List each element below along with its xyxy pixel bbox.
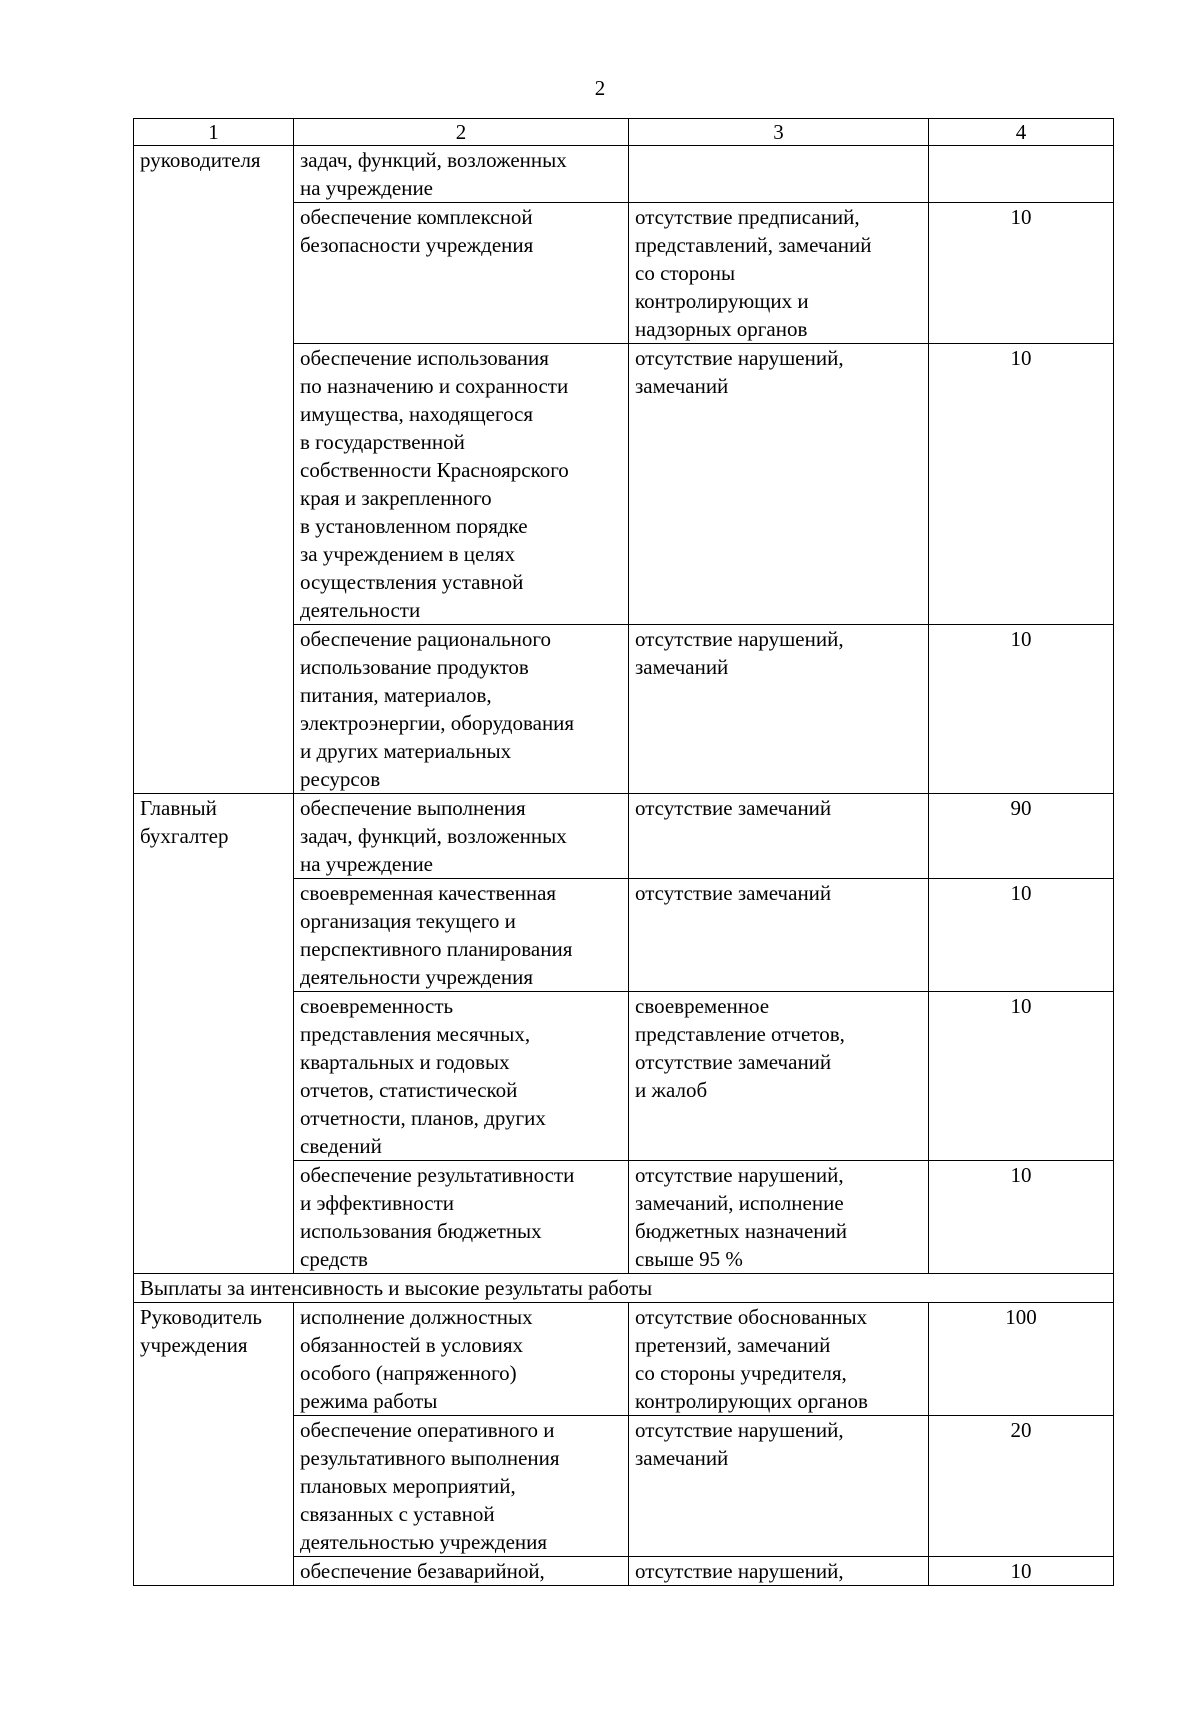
points-cell: 90 bbox=[929, 794, 1114, 879]
position-cell bbox=[134, 203, 294, 344]
criterion-cell: отсутствие нарушений, замечаний, исполнение бюджетных назначений свыше 95 % bbox=[629, 1161, 929, 1274]
position-cell bbox=[134, 625, 294, 794]
table-row bbox=[134, 203, 1114, 344]
header-cell-3: 3 bbox=[629, 119, 929, 146]
header-cell-2: 2 bbox=[294, 119, 629, 146]
table-row bbox=[134, 1557, 1114, 1586]
criteria-table bbox=[133, 118, 1114, 1586]
criterion-cell: отсутствие нарушений, замечаний bbox=[629, 344, 929, 625]
points-cell: 10 bbox=[929, 344, 1114, 625]
criterion-cell: отсутствие обоснованных претензий, замечаний со стороны учредителя, контролирующих органов bbox=[629, 1303, 929, 1416]
table-row bbox=[134, 625, 1114, 794]
indicator-cell: задач, функций, возложенных на учреждение bbox=[294, 146, 629, 203]
indicator-cell: обеспечение результативности и эффективности использования бюджетных средств bbox=[294, 1161, 629, 1274]
position-cell bbox=[134, 1161, 294, 1274]
criterion-cell bbox=[629, 146, 929, 203]
criterion-cell: отсутствие нарушений, bbox=[629, 1557, 929, 1586]
position-cell bbox=[134, 1557, 294, 1586]
indicator-cell: обеспечение рационального использование продуктов питания, материалов, электроэнергии, оборудования и других материальных ресурсов bbox=[294, 625, 629, 794]
table-row bbox=[134, 1161, 1114, 1274]
indicator-cell: обеспечение оперативного и результативного выполнения плановых мероприятий, связанных с уставной деятельностью учреждения bbox=[294, 1416, 629, 1557]
points-cell: 10 bbox=[929, 1161, 1114, 1274]
header-cell-1: 1 bbox=[134, 119, 294, 146]
indicator-cell: обеспечение комплексной безопасности учреждения bbox=[294, 203, 629, 344]
table-row bbox=[134, 146, 1114, 203]
criterion-cell: отсутствие замечаний bbox=[629, 879, 929, 992]
position-cell: Руководитель учреждения bbox=[134, 1303, 294, 1416]
points-cell: 10 bbox=[929, 992, 1114, 1161]
position-cell bbox=[134, 992, 294, 1161]
header-cell-4: 4 bbox=[929, 119, 1114, 146]
table-row bbox=[134, 879, 1114, 992]
position-cell bbox=[134, 879, 294, 992]
position-cell: Главный бухгалтер bbox=[134, 794, 294, 879]
indicator-cell: своевременная качественная организация текущего и перспективного планирования деятельности учреждения bbox=[294, 879, 629, 992]
table-header-row bbox=[134, 119, 1114, 146]
points-cell: 10 bbox=[929, 625, 1114, 794]
indicator-cell: своевременность представления месячных, квартальных и годовых отчетов, статистической отчетности, планов, других сведений bbox=[294, 992, 629, 1161]
indicator-cell: обеспечение выполнения задач, функций, возложенных на учреждение bbox=[294, 794, 629, 879]
points-cell: 10 bbox=[929, 1557, 1114, 1586]
section-title: Выплаты за интенсивность и высокие результаты работы bbox=[134, 1274, 1114, 1303]
indicator-cell: обеспечение безаварийной, bbox=[294, 1557, 629, 1586]
points-cell: 100 bbox=[929, 1303, 1114, 1416]
position-cell: руководителя bbox=[134, 146, 294, 203]
indicator-cell: обеспечение использования по назначению и сохранности имущества, находящегося в государственной собственности Красноярского края и закрепленного в установленном порядке за учреждением в целях осуществления уставной деятельности bbox=[294, 344, 629, 625]
criterion-cell: своевременное представление отчетов, отсутствие замечаний и жалоб bbox=[629, 992, 929, 1161]
page-number: 2 bbox=[594, 76, 606, 100]
table-row bbox=[134, 1303, 1114, 1416]
criterion-cell: отсутствие нарушений, замечаний bbox=[629, 625, 929, 794]
criterion-cell: отсутствие нарушений, замечаний bbox=[629, 1416, 929, 1557]
position-cell bbox=[134, 344, 294, 625]
table-row bbox=[134, 344, 1114, 625]
section-row bbox=[134, 1274, 1114, 1303]
criterion-cell: отсутствие замечаний bbox=[629, 794, 929, 879]
table-row bbox=[134, 1416, 1114, 1557]
table-row bbox=[134, 794, 1114, 879]
table-row bbox=[134, 992, 1114, 1161]
criterion-cell: отсутствие предписаний, представлений, замечаний со стороны контролирующих и надзорных органов bbox=[629, 203, 929, 344]
points-cell bbox=[929, 146, 1114, 203]
points-cell: 10 bbox=[929, 203, 1114, 344]
points-cell: 20 bbox=[929, 1416, 1114, 1557]
position-cell bbox=[134, 1416, 294, 1557]
points-cell: 10 bbox=[929, 879, 1114, 992]
indicator-cell: исполнение должностных обязанностей в условиях особого (напряженного) режима работы bbox=[294, 1303, 629, 1416]
